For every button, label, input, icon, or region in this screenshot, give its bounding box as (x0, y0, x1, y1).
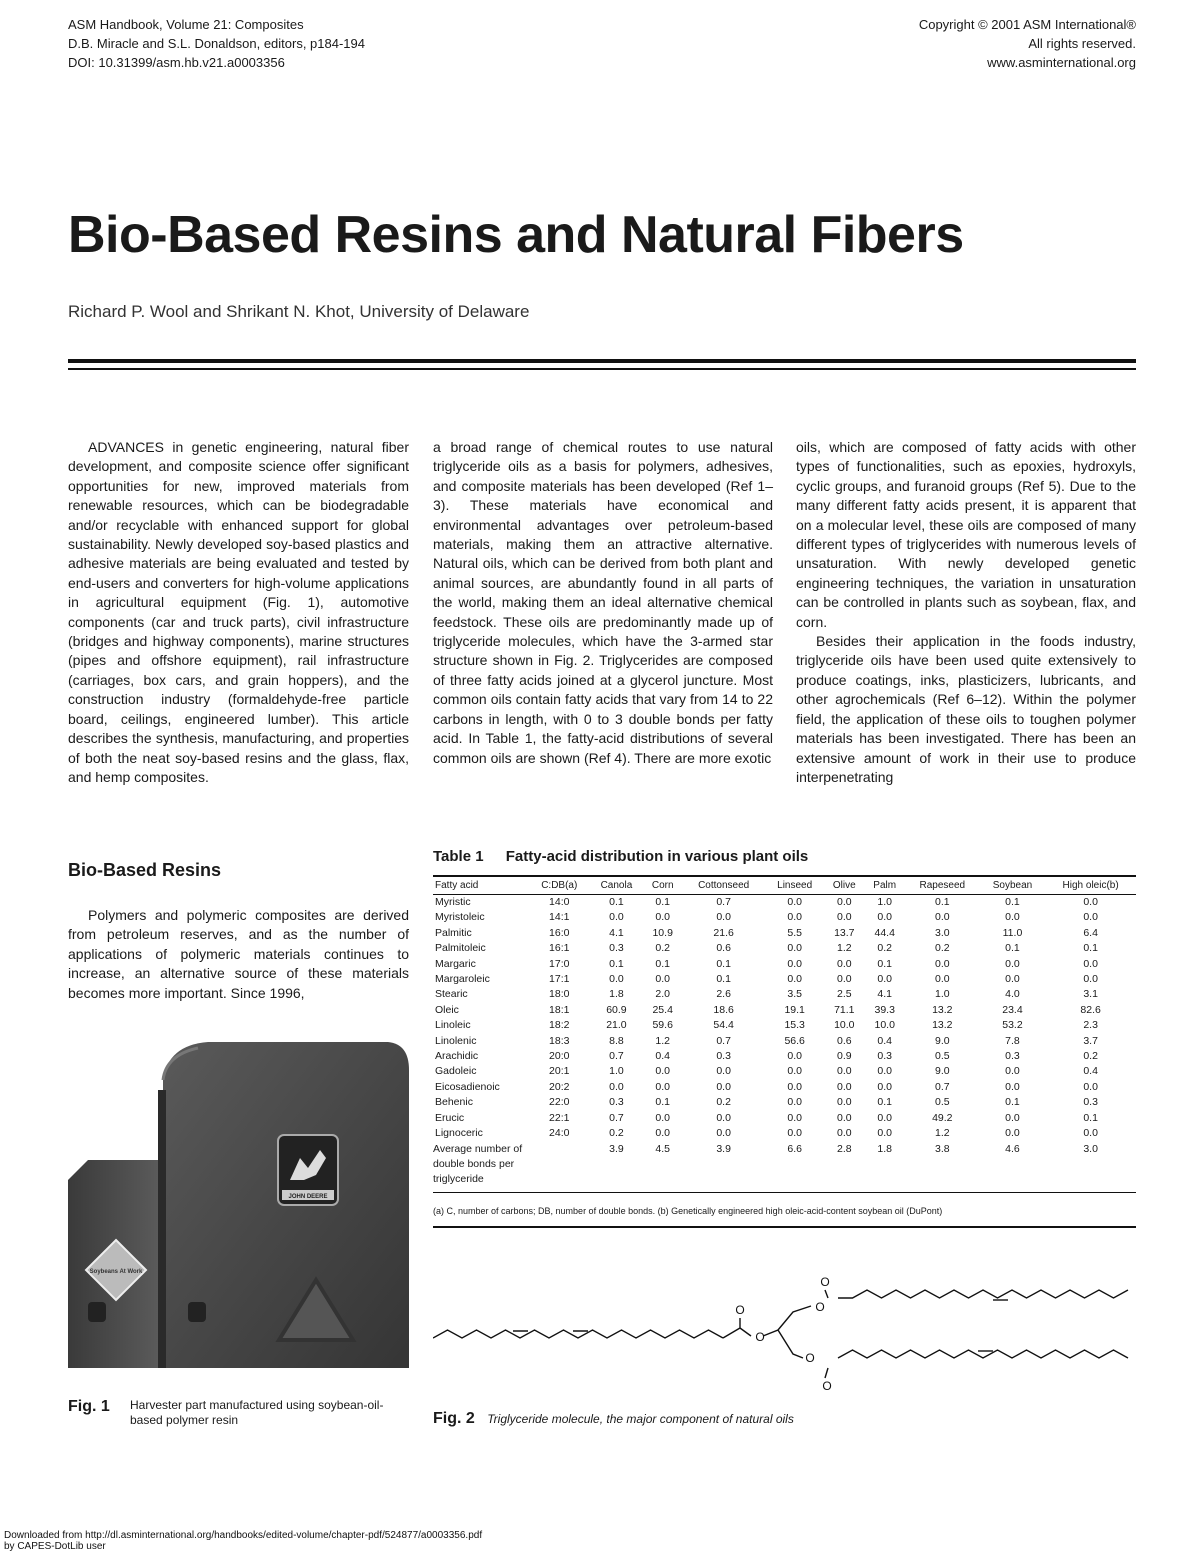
fig1-badge-text: Soybeans At Work (89, 1269, 143, 1275)
table-row (433, 1018, 1136, 1033)
table-cell: 0.0 (1005, 911, 1020, 924)
table-row (433, 1095, 1136, 1110)
table-cell: 13.7 (834, 926, 855, 939)
table-row (433, 910, 1136, 925)
table-cell: 20:0 (549, 1050, 570, 1063)
table-cell: 0.0 (655, 1111, 670, 1124)
intro-paragraph: ADVANCES in genetic engineering, natural fiber development, and composite science offer significant opportunities for new, improved materials from renewable resources, which can be biodegradable and/or recyclable with enhanced support for global sustainability. Newly developed soy-based plastics and adhesive materials are being evaluated and tested by end-users and converters for high-volume applications in agricultural equipment (Fig. 1), automotive components (car and truck parts), civil infrastructure (bridges and highway components), marine structures (pipes and offshore equipment), rail infrastructure (carriages, box cars, and grain hoppers), and the construction industry (formaldehyde-free particle board, ceilings, engineered lumber). This article describes the synthesis, manufacturing, and properties of both the neat soy-based resins and the glass, flax, and hemp composites. (68, 439, 409, 785)
table-cell: 14:0 (549, 896, 570, 908)
table-cell: 16:0 (549, 926, 570, 939)
table-cell: 20:2 (549, 1080, 570, 1093)
table-cell: 0.2 (716, 1096, 731, 1109)
table-cell: 44.4 (874, 926, 895, 939)
table-cell: 0.0 (877, 1111, 892, 1124)
table-cell: 6.4 (1083, 926, 1098, 939)
table-cell: 21.0 (606, 1019, 627, 1032)
table-cell: 0.1 (1005, 1096, 1020, 1109)
table-cell: 1.2 (836, 942, 852, 955)
table-cell: 4.1 (877, 988, 892, 1001)
table-cell: 0.0 (787, 896, 802, 908)
column-2 (433, 438, 773, 768)
table-cell: 25.4 (652, 1003, 673, 1016)
table-cell: 0.0 (787, 1050, 802, 1063)
fig2-caption (433, 1410, 1136, 1428)
table-cell: 4.1 (609, 926, 624, 939)
table-cell: 0.9 (836, 1050, 852, 1063)
table-cell: 0.7 (609, 1111, 624, 1124)
table-cell: 1.2 (934, 1127, 950, 1140)
table-cell: 0.0 (655, 911, 670, 924)
header-rights-line: All rights reserved. (1028, 36, 1136, 51)
table-cell: 0.0 (1083, 911, 1098, 924)
section-heading-bio-based-resins: Bio-Based Resins (68, 860, 222, 880)
table-cell: 2.0 (655, 988, 670, 1001)
table-cell: 0.0 (716, 1127, 731, 1140)
fatty-acid-chain-top (838, 1290, 1128, 1298)
table-cell: 2.8 (836, 1142, 852, 1155)
table-cell: 0.2 (609, 1127, 624, 1140)
fatty-acid-name-cell: Margaric (435, 957, 476, 970)
table-cell: 0.1 (1083, 942, 1098, 955)
table-cell: 0.1 (716, 973, 731, 986)
table-row (433, 987, 1136, 1002)
table-cell: 0.0 (877, 911, 892, 924)
table-cell: 16:1 (549, 942, 570, 955)
table-cell: 0.0 (716, 1111, 731, 1124)
table-cell: 13.2 (932, 1019, 953, 1032)
table-cell: 0.2 (934, 942, 950, 955)
table-cell: 0.0 (1083, 973, 1098, 986)
table-cell: 10.9 (652, 926, 673, 939)
table-cell: 0.0 (1083, 896, 1098, 908)
atom-o-mid-carbonyl: O (735, 1303, 745, 1317)
table-cell: 0.0 (716, 1080, 731, 1093)
fatty-acid-name-cell: Margaroleic (435, 973, 490, 986)
table-cell: 0.0 (655, 1127, 670, 1140)
table-cell: 3.9 (716, 1142, 731, 1155)
table-cell: 19.1 (784, 1003, 805, 1016)
table-cell: 18.6 (713, 1003, 734, 1016)
column-1-section (68, 906, 409, 1003)
table-cell: 0.1 (877, 1096, 892, 1109)
atom-o-top-carbonyl: O (820, 1275, 830, 1289)
table-cell: 23.4 (1002, 1003, 1023, 1016)
table-cell: 0.0 (787, 1096, 802, 1109)
table-cell: 1.2 (655, 1034, 670, 1047)
table-cell: 0.4 (877, 1034, 892, 1047)
table-cell: 0.0 (655, 1080, 670, 1093)
fig2-image (433, 1270, 1136, 1400)
table-header-cell: Fatty acid (433, 876, 529, 895)
table-cell: 0.7 (716, 896, 731, 908)
table-cell: 56.6 (784, 1034, 805, 1047)
table-header-cell: Canola (590, 876, 644, 895)
fatty-acid-name-cell: Lignoceric (435, 1127, 483, 1140)
table-cell: 0.3 (1005, 1050, 1020, 1063)
fatty-acid-name-cell: Palmitic (435, 926, 472, 939)
table-cell: 0.0 (836, 957, 852, 970)
table-cell: 3.0 (1083, 1142, 1098, 1155)
table-cell: 1.0 (877, 896, 892, 908)
download-source-link[interactable]: Downloaded from http://dl.asminternational.org/handbooks/edited-volume/chapter-pdf/524877/a0003356.pdf (4, 1530, 483, 1541)
download-user-line: by CAPES-DotLib user (4, 1541, 106, 1552)
download-footer (4, 1530, 482, 1552)
table-cell: 0.1 (716, 957, 731, 970)
table-cell: 0.0 (934, 973, 950, 986)
fig2-label: Fig. 2 (433, 1410, 475, 1427)
table-cell: 0.0 (609, 911, 624, 924)
table-cell: 3.9 (609, 1142, 624, 1155)
table-cell: 2.6 (716, 988, 731, 1001)
table-header-cell: Corn (643, 876, 682, 895)
table-cell: 0.0 (787, 1065, 802, 1078)
table-cell: 0.1 (609, 896, 624, 908)
table-cell: 0.0 (716, 911, 731, 924)
table-row (433, 1111, 1136, 1126)
table-cell: 39.3 (874, 1003, 895, 1016)
table-cell: 59.6 (652, 1019, 673, 1032)
table-row (433, 957, 1136, 972)
table-cell: 17:0 (549, 957, 570, 970)
table-cell: 1.0 (934, 988, 950, 1001)
fatty-acid-name-cell: Linolenic (435, 1034, 477, 1047)
table-cell: 0.3 (716, 1050, 731, 1063)
table-cell: 54.4 (713, 1019, 734, 1032)
table-cell: 0.2 (877, 942, 892, 955)
table-footnote: (a) C, number of carbons; DB, number of double bonds. (b) Genetically engineered high oleic-acid-content soybean oil (DuPont) (433, 1206, 943, 1216)
table-cell: 0.1 (934, 896, 950, 908)
table-row (433, 1049, 1136, 1064)
average-row-label: Average number of double bonds per triglyceride (433, 1142, 523, 1186)
table-cell: 20:1 (549, 1065, 570, 1078)
table-cell: 21.6 (713, 926, 734, 939)
table-cell: 0.0 (1005, 973, 1020, 986)
table-cell: 49.2 (932, 1111, 953, 1124)
fatty-acid-name-cell: Arachidic (435, 1050, 479, 1063)
section-paragraph: Polymers and polymeric composites are derived from petroleum reserves, and as the number of applications of polymeric materials continues to increase, an alternative source of these materials becomes more important. Since 1996, (68, 907, 409, 1001)
header-right (919, 15, 1136, 72)
table-cell: 0.5 (934, 1096, 950, 1109)
table-cell: 0.0 (877, 1080, 892, 1093)
table-cell: 7.8 (1005, 1034, 1020, 1047)
table-cell: 0.1 (1005, 942, 1020, 955)
table-cell: 10.0 (834, 1019, 855, 1032)
table-cell: 0.0 (836, 1065, 852, 1078)
table-cell: 18:3 (549, 1034, 570, 1047)
article-title: Bio-Based Resins and Natural Fibers (68, 206, 964, 264)
table-cell: 0.6 (836, 1034, 852, 1047)
table-header-cell: Rapeseed (905, 876, 980, 895)
header-editors-line: D.B. Miracle and S.L. Donaldson, editors, p184-194 (68, 36, 366, 51)
table-cell: 0.0 (787, 1080, 802, 1093)
atom-o-bottom-ester: O (805, 1351, 815, 1365)
table-cell: 18:0 (549, 988, 570, 1001)
table-cell: 0.3 (609, 942, 624, 955)
table-cell: 0.0 (836, 1096, 852, 1109)
fatty-acid-name-cell: Myristoleic (435, 911, 485, 924)
table-cell: 4.0 (1005, 988, 1020, 1001)
table-cell: 1.8 (609, 988, 624, 1001)
table-cell: 0.0 (836, 1080, 852, 1093)
table-cell: 0.1 (609, 957, 624, 970)
table-cell (529, 1142, 590, 1193)
table-row (433, 972, 1136, 987)
title-rule-thin (68, 368, 1136, 370)
table-cell: 0.0 (787, 942, 802, 955)
fig1-caption-text: Harvester part manufactured using soybean-oil-based polymer resin (130, 1398, 384, 1427)
table-cell: 0.0 (1083, 957, 1098, 970)
table-cell: 0.0 (609, 1080, 624, 1093)
table-cell: 0.1 (655, 1096, 670, 1109)
atom-o-bottom-carbonyl: O (822, 1379, 832, 1393)
table-cell: 0.4 (655, 1050, 670, 1063)
table-row (433, 926, 1136, 941)
table-label: Table 1 (433, 848, 484, 865)
table-cell: 0.0 (787, 1127, 802, 1140)
table-cell: 0.3 (609, 1096, 624, 1109)
table-cell: 0.1 (655, 957, 670, 970)
table-cell: 0.0 (787, 973, 802, 986)
table-cell: 0.0 (1005, 1080, 1020, 1093)
table-cell: 0.1 (1083, 1111, 1098, 1124)
table-row (433, 1034, 1136, 1049)
table-cell: 0.7 (716, 1034, 731, 1047)
table-cell: 0.0 (655, 1065, 670, 1078)
table-cell: 18:2 (549, 1019, 570, 1032)
table-cell: 0.0 (1083, 1127, 1098, 1140)
fatty-acid-name-cell: Behenic (435, 1096, 473, 1109)
table-header-cell: C:DB(a) (529, 876, 590, 895)
table-cell: 0.0 (1005, 1127, 1020, 1140)
header-handbook-line: ASM Handbook, Volume 21: Composites (68, 17, 304, 32)
fig1-logo-text: JOHN DEERE (288, 1194, 328, 1200)
header-doi-line[interactable]: DOI: 10.31399/asm.hb.v21.a0003356 (68, 55, 285, 70)
table-cell: 0.0 (655, 973, 670, 986)
table-cell: 0.0 (836, 896, 852, 908)
table-cell: 53.2 (1002, 1019, 1023, 1032)
fatty-acid-name-cell: Linoleic (435, 1019, 471, 1032)
column-2-paragraph: a broad range of chemical routes to use natural triglyceride oils as a basis for polymers, adhesives, and composite materials has been developed (Ref 1–3). These materials have economical and environmental advantages over petroleum-based materials, making them an attractive alternative. Natural oils, which can be derived from both plant and animal sources, are abundantly found in all parts of the world, making them an ideal alternative chemical feedstock. These oils are predominantly made up of triglyceride molecules, which have the 3-armed star structure shown in Fig. 2. Triglycerides are composed of three fatty acids joined at a glycerol juncture. Most common oils contain fatty acids that vary from 14 to 22 carbons in length, with 0 to 3 double bonds per fatty acid. In Table 1, the fatty-acid distributions of several common oils are shown (Ref 4). There are more exotic (433, 439, 773, 766)
column-3-paragraph-2: Besides their application in the foods industry, triglyceride oils have been used quite extensively to produce coatings, inks, plasticizers, lubricants, and other agrochemicals (Ref 6–12). Within the polymer field, the application of these oils to toughen polymer materials has been investigated. There has been an extensive amount of work in their use to produce interpenetrating (796, 633, 1136, 785)
table-cell: 0.0 (787, 911, 802, 924)
table-cell: 0.0 (787, 957, 802, 970)
table-cell: 4.6 (1005, 1142, 1020, 1155)
table-cell: 1.8 (877, 1142, 892, 1155)
header-copyright-line: Copyright © 2001 ASM International® (918, 17, 1136, 32)
table-cell: 3.1 (1083, 988, 1098, 1001)
header-website-link[interactable]: www.asminternational.org (987, 55, 1136, 70)
table-cell: 60.9 (606, 1003, 627, 1016)
fatty-acid-table (433, 875, 1136, 1193)
table-caption (433, 848, 808, 865)
fig1-image (68, 1030, 409, 1368)
table-cell: 0.0 (716, 1065, 731, 1078)
table-cell: 0.0 (1005, 957, 1020, 970)
table-cell: 0.0 (934, 957, 950, 970)
table-cell: 8.8 (609, 1034, 624, 1047)
table-cell: 0.6 (716, 942, 731, 955)
fig2-caption-text: Triglyceride molecule, the major component of natural oils (487, 1412, 794, 1426)
triglyceride-structure (433, 1270, 1136, 1400)
table-cell: 0.7 (934, 1080, 950, 1093)
table-cell: 15.3 (784, 1019, 805, 1032)
table-cell: 3.5 (787, 988, 802, 1001)
table-title: Fatty-acid distribution in various plant oils (505, 848, 809, 865)
fig1-label: Fig. 1 (68, 1398, 110, 1415)
table-cell: 9.0 (934, 1034, 950, 1047)
fatty-acid-name-cell: Erucic (435, 1111, 465, 1124)
table-cell: 6.6 (787, 1142, 802, 1155)
table-cell: 3.7 (1083, 1034, 1098, 1047)
table-cell: 0.0 (877, 973, 892, 986)
table-cell: 0.0 (877, 1065, 892, 1078)
table-header-cell: Olive (824, 876, 864, 895)
fatty-acid-name-cell: Stearic (435, 988, 468, 1001)
table-cell: 17:1 (549, 973, 570, 986)
table-cell: 13.2 (932, 1003, 953, 1016)
table-cell: 0.0 (787, 1111, 802, 1124)
table-cell: 0.1 (1005, 896, 1020, 908)
column-3 (796, 438, 1136, 787)
table-cell: 0.0 (877, 1127, 892, 1140)
table-row (433, 1080, 1136, 1095)
table-cell: 0.1 (655, 896, 670, 908)
table-cell: 0.3 (877, 1050, 892, 1063)
table-cell: 11.0 (1002, 926, 1023, 939)
table-cell: 0.0 (1005, 1065, 1020, 1078)
table-cell: 10.0 (874, 1019, 895, 1032)
table-cell: 5.5 (787, 926, 802, 939)
table-cell: 22:0 (549, 1096, 570, 1109)
table-header-cell: Linseed (765, 876, 824, 895)
table-cell: 2.5 (836, 988, 852, 1001)
article-authors: Richard P. Wool and Shrikant N. Khot, University of Delaware (68, 302, 530, 321)
column-1 (68, 438, 409, 787)
table-row (433, 1003, 1136, 1018)
fatty-acid-name-cell: Gadoleic (435, 1065, 477, 1078)
table-cell: 71.1 (834, 1003, 855, 1016)
table-header-cell: High oleic(b) (1045, 876, 1136, 895)
table-header-row (433, 876, 1136, 895)
title-rule-thick (68, 359, 1136, 363)
table-cell: 82.6 (1080, 1003, 1101, 1016)
table-cell: 0.4 (1083, 1065, 1098, 1078)
table-cell: 0.2 (1083, 1050, 1098, 1063)
header-left (68, 15, 365, 72)
table-cell: 0.5 (934, 1050, 950, 1063)
table-cell: 0.3 (1083, 1096, 1098, 1109)
fatty-acid-name-cell: Myristic (435, 896, 471, 908)
fatty-acid-name-cell: Palmitoleic (435, 942, 486, 955)
table-cell: 18:1 (549, 1003, 570, 1016)
column-3-paragraph-1: oils, which are composed of fatty acids with other types of functionalities, such as epoxies, hydroxyls, cyclic groups, and furanoid groups (Ref 5). Due to the many different fatty acids present, it is apparent that on a molecular level, these oils are composed of many different types of triglycerides with numerous levels of unsaturation. With newly developed genetic engineering techniques, the variation in unsaturation can be controlled in plants such as soybean, flax, and corn. (796, 439, 1136, 630)
fatty-acid-name-cell: Oleic (435, 1003, 459, 1016)
table-cell: 0.1 (877, 957, 892, 970)
table-cell: 14:1 (549, 911, 570, 924)
table-cell: 0.0 (1005, 1111, 1020, 1124)
fatty-acid-name-cell: Eicosadienoic (435, 1080, 500, 1093)
table-cell: 0.0 (934, 911, 950, 924)
table-header-cell: Cottonseed (682, 876, 765, 895)
table-cell: 0.2 (655, 942, 670, 955)
table-cell: 0.0 (836, 1111, 852, 1124)
table-cell: 3.8 (934, 1142, 950, 1155)
table-cell: 0.0 (836, 973, 852, 986)
table-cell: 2.3 (1083, 1019, 1098, 1032)
atom-o-top-ester: O (815, 1300, 825, 1314)
table-cell: 0.7 (609, 1050, 624, 1063)
table-cell: 0.0 (609, 973, 624, 986)
table-cell: 0.0 (836, 911, 852, 924)
table-cell: 3.0 (934, 926, 950, 939)
table-cell: 0.0 (836, 1127, 852, 1140)
table-row (433, 1064, 1136, 1079)
table-cell: 22:1 (549, 1111, 570, 1124)
table-row (433, 941, 1136, 956)
table-cell: 1.0 (609, 1065, 624, 1078)
table-bottom-rule (433, 1226, 1136, 1228)
table-header-cell: Soybean (980, 876, 1046, 895)
table-cell: 9.0 (934, 1065, 950, 1078)
table-header-cell: Palm (865, 876, 905, 895)
table-cell: 4.5 (655, 1142, 670, 1155)
atom-o-mid-ester: O (755, 1330, 765, 1344)
table-row-average-double-bonds (433, 1142, 1136, 1193)
table-cell: 24:0 (549, 1127, 570, 1140)
table-row (433, 1126, 1136, 1141)
table-cell: 0.0 (1083, 1080, 1098, 1093)
table-row (433, 895, 1136, 911)
